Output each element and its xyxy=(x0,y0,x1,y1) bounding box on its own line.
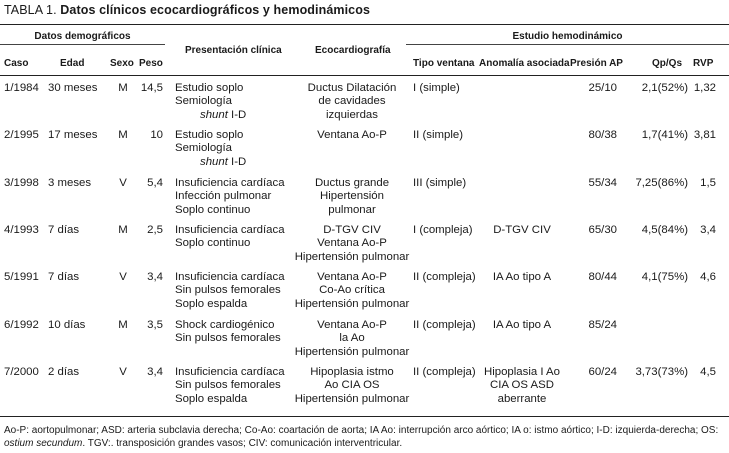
cell-echo-line: la Ao xyxy=(339,332,365,345)
cell-echo-line: Hipertensión pulmonar xyxy=(294,345,410,358)
cell-echo-line: Hipertensión xyxy=(320,190,384,203)
cell-presion: 85/24 xyxy=(588,319,617,331)
header-associated-anomaly: Anomalía asociada xyxy=(479,58,570,69)
cell-tipo: II (compleja) xyxy=(413,366,476,378)
cell-echo-line: Ventana Ao-P xyxy=(317,237,387,250)
cell-caso: 7/2000 xyxy=(4,366,39,378)
cell-tipo: I (compleja) xyxy=(413,224,473,236)
cell-anomaly-line: IA Ao tipo A xyxy=(492,271,552,283)
demo-group-rule xyxy=(0,44,165,45)
cell-rvp: 1,32 xyxy=(693,82,716,94)
cell-peso: 3,5 xyxy=(147,319,163,331)
cell-echo-line: Ventana Ao-P xyxy=(317,319,387,331)
cell-rvp: 1,5 xyxy=(700,177,716,189)
shunt-term: shunt xyxy=(200,108,228,121)
cell-echo-line: D-TGV CIV xyxy=(323,224,381,236)
cell-caso: 6/1992 xyxy=(4,319,39,331)
cell-echo-line: Ductus Dilatación xyxy=(307,82,397,94)
cell-caso: 1/1984 xyxy=(4,82,39,94)
cell-echo-line: de cavidades xyxy=(318,95,386,108)
cell-presentation-line: Estudio soplo xyxy=(175,129,244,141)
cell-sexo: M xyxy=(118,82,128,94)
cell-caso: 3/1998 xyxy=(4,177,39,189)
cell-qpqs: 4,5(84%) xyxy=(641,224,688,236)
cell-echo-line: Hipertensión pulmonar xyxy=(294,392,410,405)
cell-echo-line: Ductus grande xyxy=(314,177,390,189)
cell-edad: 3 meses xyxy=(48,177,92,189)
cell-anomaly-line: Hipoplasia I Ao xyxy=(484,366,560,378)
cell-presentation-line: shunt I-D xyxy=(200,155,247,168)
cell-echo-line: Hipoplasia istmo xyxy=(310,366,394,378)
cell-tipo: II (compleja) xyxy=(413,319,476,331)
cell-presentation-line: Soplo espalda xyxy=(175,392,248,405)
cell-echo-line: Co-Ao crítica xyxy=(319,284,385,297)
cell-edad: 17 meses xyxy=(48,129,98,141)
header-pvr: RVP xyxy=(693,58,714,69)
header-age: Edad xyxy=(60,58,85,69)
cell-qpqs: 3,73(73%) xyxy=(635,366,688,378)
cell-caso: 5/1991 xyxy=(4,271,39,283)
cell-echo-line: izquierdas xyxy=(326,108,378,121)
cell-sexo: V xyxy=(119,366,127,378)
cell-presentation-line: Sin pulsos femorales xyxy=(175,284,281,297)
cell-sexo: V xyxy=(119,271,127,283)
cell-tipo: I (simple) xyxy=(413,82,460,94)
cell-tipo: III (simple) xyxy=(413,177,467,189)
table-title xyxy=(4,3,370,17)
cell-presion: 65/30 xyxy=(588,224,617,236)
cell-presentation-line: Semiología xyxy=(175,95,232,108)
cell-caso: 4/1993 xyxy=(4,224,39,236)
header-echo: Ecocardiografía xyxy=(315,45,391,56)
table-label: TABLA 1. xyxy=(4,3,57,17)
cell-presentation-line: Sin pulsos femorales xyxy=(175,379,281,392)
cell-edad: 7 días xyxy=(48,224,80,236)
cell-presion: 80/38 xyxy=(588,129,617,141)
cell-presion: 25/10 xyxy=(588,82,617,94)
footnote-line-1: Ao-P: aortopulmonar; ASD: arteria subclavia derecha; Co-Ao: coartación de aorta; IA Ao: interrupción arco aórtico; IA o: istmo aórtico; I-D: izquierda-derecha; OS: xyxy=(4,425,719,436)
cell-echo-line: Ao CIA OS xyxy=(324,379,380,392)
header-sex: Sexo xyxy=(110,58,134,69)
cell-echo-line: Ventana Ao-P xyxy=(317,129,387,141)
footnote-line-2: . TGV:. transposición grandes vasos; CIV: comunicación interventricular. xyxy=(82,438,403,449)
cell-sexo: M xyxy=(118,319,128,331)
table-caption: Datos clínicos ecocardiográficos y hemodinámicos xyxy=(60,3,371,17)
cell-anomaly-line: IA Ao tipo A xyxy=(492,319,552,331)
cell-qpqs: 4,1(75%) xyxy=(641,271,688,283)
cell-peso: 10 xyxy=(150,129,163,141)
bottom-rule xyxy=(0,416,729,417)
cell-echo-line: Hipertensión pulmonar xyxy=(294,297,410,310)
cell-anomaly-line: CIA OS ASD xyxy=(490,379,554,392)
cell-edad: 30 meses xyxy=(48,82,98,94)
cell-echo-line: pulmonar xyxy=(328,203,376,216)
cell-anomaly-line: aberrante xyxy=(497,392,547,405)
cell-rvp: 4,6 xyxy=(700,271,716,283)
cell-presentation-line: Sin pulsos femorales xyxy=(175,332,281,345)
footnote-italic-term: ostium secundum xyxy=(4,438,83,449)
cell-presentation-line: Semiología xyxy=(175,142,232,155)
cell-tipo: II (simple) xyxy=(413,129,463,141)
cell-edad: 2 días xyxy=(48,366,80,378)
cell-qpqs: 7,25(86%) xyxy=(635,177,688,189)
footnote xyxy=(4,424,726,450)
cell-caso: 2/1995 xyxy=(4,129,39,141)
cell-edad: 10 días xyxy=(48,319,86,331)
cell-edad: 7 días xyxy=(48,271,80,283)
cell-anomaly-line: D-TGV CIV xyxy=(493,224,551,236)
cell-presion: 80/44 xyxy=(588,271,617,283)
cell-presentation-line: Infección pulmonar xyxy=(175,190,272,203)
cell-presentation-line: Insuficiencia cardíaca xyxy=(175,366,285,378)
cell-peso: 3,4 xyxy=(147,366,163,378)
cell-peso: 3,4 xyxy=(147,271,163,283)
cell-presentation-line: Insuficiencia cardíaca xyxy=(175,177,285,189)
cell-tipo: II (compleja) xyxy=(413,271,476,283)
cell-peso: 5,4 xyxy=(147,177,163,189)
cell-peso: 2,5 xyxy=(147,224,163,236)
cell-presentation-line: shunt I-D xyxy=(200,108,247,121)
cell-presion: 60/24 xyxy=(588,366,617,378)
cell-presentation-line: Soplo continuo xyxy=(175,237,251,250)
cell-presentation-line: Soplo continuo xyxy=(175,203,251,216)
header-group-hemodynamic: Estudio hemodinámico xyxy=(512,31,623,42)
cell-sexo: M xyxy=(118,129,128,141)
top-rule xyxy=(0,24,729,25)
shunt-term: shunt xyxy=(200,155,228,168)
hemo-group-rule xyxy=(406,44,729,45)
cell-presentation-line: Insuficiencia cardíaca xyxy=(175,224,285,236)
header-weight: Peso xyxy=(139,58,163,69)
cell-sexo: M xyxy=(118,224,128,236)
cell-peso: 14,5 xyxy=(140,82,163,94)
cell-presentation-line: Soplo espalda xyxy=(175,297,248,310)
header-rule xyxy=(0,75,729,76)
header-group-demographics: Datos demográficos xyxy=(34,31,131,42)
header-case: Caso xyxy=(4,58,29,69)
cell-echo-line: Hipertensión pulmonar xyxy=(294,250,410,263)
cell-presion: 55/34 xyxy=(588,177,617,189)
header-pa-pressure: Presión AP xyxy=(570,58,623,69)
cell-presentation-line: Insuficiencia cardíaca xyxy=(175,271,285,283)
cell-sexo: V xyxy=(119,177,127,189)
header-presentation: Presentación clínica xyxy=(185,45,282,56)
cell-rvp: 3,81 xyxy=(693,129,716,141)
cell-qpqs: 1,7(41%) xyxy=(641,129,688,141)
header-window-type: Tipo ventana xyxy=(413,58,475,69)
cell-presentation-line: Shock cardiogénico xyxy=(175,319,275,331)
cell-qpqs: 2,1(52%) xyxy=(641,82,688,94)
header-qpqs: Qp/Qs xyxy=(652,58,683,69)
cell-rvp: 3,4 xyxy=(700,224,716,236)
cell-presentation-line: Estudio soplo xyxy=(175,82,244,94)
cell-rvp: 4,5 xyxy=(700,366,716,378)
cell-echo-line: Ventana Ao-P xyxy=(317,271,387,283)
